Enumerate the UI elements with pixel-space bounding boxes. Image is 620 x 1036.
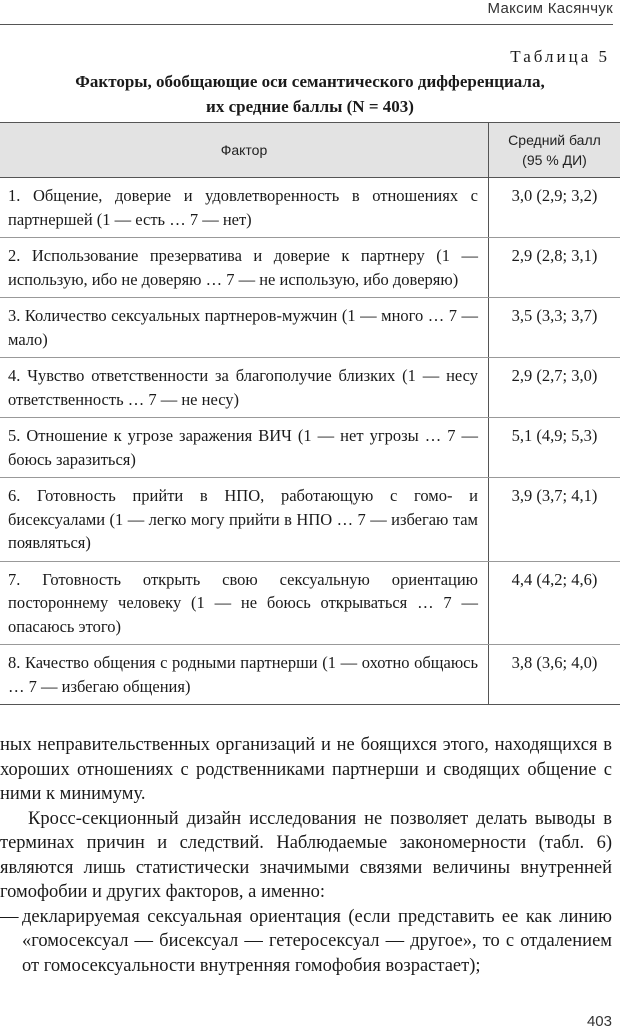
score-cell: 3,0 (2,9; 3,2) xyxy=(489,178,620,238)
score-cell: 3,5 (3,3; 3,7) xyxy=(489,298,620,358)
list-dash: — xyxy=(0,906,19,927)
factor-cell: 6. Готовность прийти в НПО, работающую с гомо- и бисексуалами (1 — легко могу прийти в НПО … 7 — избегаю там появляться) xyxy=(0,478,489,562)
factor-cell: 3. Количество сексуальных партнеров-мужчин (1 — много … 7 — мало) xyxy=(0,298,489,358)
page-number: 403 xyxy=(586,1013,612,1030)
table-row xyxy=(0,358,620,418)
table-caption xyxy=(0,69,620,119)
column-header-score xyxy=(489,123,620,178)
score-cell: 3,9 (3,7; 4,1) xyxy=(489,478,620,562)
factor-cell: 2. Использование презерватива и доверие к партнеру (1 —использую, ибо не доверяю … 7 — не использую, ибо доверяю) xyxy=(0,238,489,298)
score-cell: 4,4 (4,2; 4,6) xyxy=(489,561,620,645)
score-cell: 3,8 (3,6; 4,0) xyxy=(489,645,620,705)
score-cell: 2,9 (2,8; 3,1) xyxy=(489,238,620,298)
table-number: Таблица 5 xyxy=(510,47,610,66)
factor-cell: 5. Отношение к угрозе заражения ВИЧ (1 — нет угрозы … 7 — боюсь заразиться) xyxy=(0,418,489,478)
factor-cell: 4. Чувство ответственности за благополучие близких (1 — несу ответственность … 7 — не несу) xyxy=(0,358,489,418)
score-cell: 2,9 (2,7; 3,0) xyxy=(489,358,620,418)
factor-cell: 8. Качество общения с родными партнерши (1 — охотно общаюсь … 7 — избегаю общения) xyxy=(0,645,489,705)
factors-table xyxy=(0,122,620,705)
table-row xyxy=(0,561,620,645)
list-item-text: декларируемая сексуальная ориентация (если представить ее как линию «гомосексуал — бисексуал — гетеросексуал — другое», то с отдалением от гомосексуальности внутренняя гомофобия возрастает); xyxy=(22,906,612,976)
running-head xyxy=(0,0,613,25)
list-item xyxy=(0,905,612,979)
table-row xyxy=(0,645,620,705)
body-text xyxy=(0,733,612,978)
table-row xyxy=(0,418,620,478)
factor-cell: 1. Общение, доверие и удовлетворенность в отношениях с партнершей (1 — есть … 7 — нет) xyxy=(0,178,489,238)
column-header-score-line2: (95 % ДИ) xyxy=(522,152,587,168)
table-caption-line2: их средние баллы (N = 403) xyxy=(206,97,414,116)
column-header-factor: Фактор xyxy=(0,123,489,178)
running-head-author: Максим Касянчук xyxy=(487,0,613,17)
table-row xyxy=(0,238,620,298)
table-caption-line1: Факторы, обобщающие оси семантического дифференциала, xyxy=(75,72,545,91)
table-header-row xyxy=(0,123,620,178)
table-row xyxy=(0,478,620,562)
paragraph: Кросс-секционный дизайн исследования не позволяет делать выводы в терминах причин и следствий. Наблюдаемые закономерности (табл. 6) являются лишь статистически значимыми связями величины внутренней гомофобии и других факторов, а именно: xyxy=(0,808,612,902)
table-row xyxy=(0,178,620,238)
factor-cell: 7. Готовность открыть свою сексуальную ориентацию постороннему человеку (1 — не боюсь открываться … 7 — опасаюсь этого) xyxy=(0,561,489,645)
paragraph: ных неправительственных организаций и не боящихся этого, находящихся в хороших отношениях с родственниками партнерши и сводящих общение с ними к минимуму. xyxy=(0,735,612,804)
column-header-score-line1: Средний балл xyxy=(508,132,601,148)
table-row xyxy=(0,298,620,358)
score-cell: 5,1 (4,9; 5,3) xyxy=(489,418,620,478)
